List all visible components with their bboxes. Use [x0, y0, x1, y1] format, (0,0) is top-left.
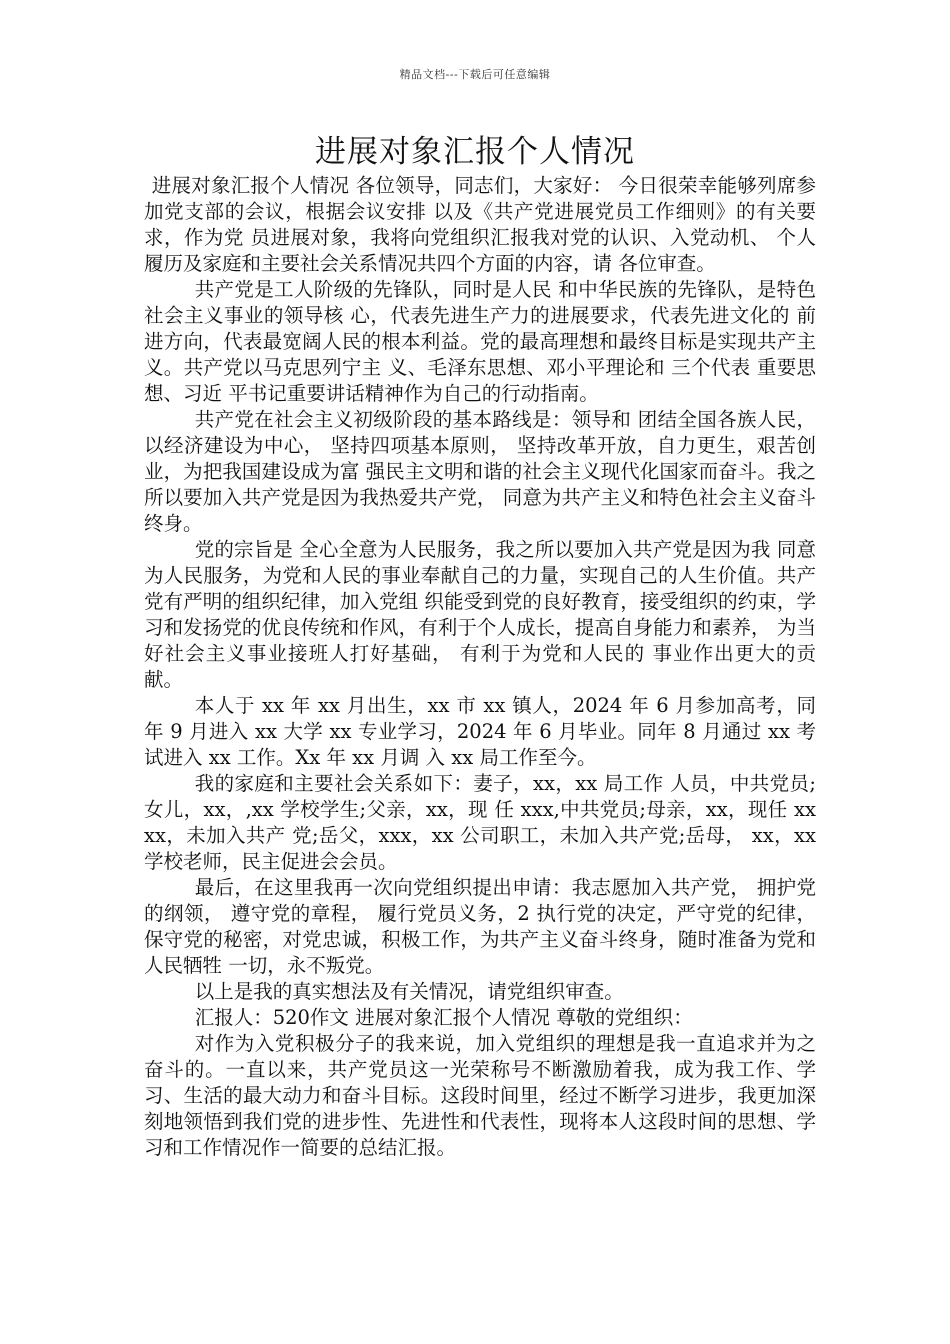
paragraph-intro: 进展对象汇报个人情况 各位领导，同志们，大家好： 今日很荣幸能够列席参加党支部的会议，根据会议安排 以及《共产党进展党员工作细则》的有关要求，作为党 员进展对象，我将向党组织汇报我对党的认识、入党动机、 个人履历及家庭和主要社会关系情况共四个方面的内容，请 各位审查。: [144, 174, 816, 275]
paragraph-party-purpose: 党的宗旨是 全心全意为人民服务，我之所以要加入共产党是因为我 同意为人民服务，为党和人民的事业奉献自己的力量，实现自己的人生价值。共产党有严明的组织纪律，加入党组 织能受到党的良好教育，接受组织的约束，学习和发扬党的优良传统和作风，有利于个人成长，提高自身能力和素养， 为当好社会主义事业接班人打好基础， 有利于为党和人民的 事业作出更大的贡献。: [144, 538, 816, 691]
paragraph-second-report: 对作为入党积极分子的我来说，加入党组织的理想是我一直追求并为之奋斗的。一直以来，共产党员这一光荣称号不断激励着我，成为我工作、学习、生活的最大动力和奋斗目标。这段时间里，经过不断学习进步，我更加深刻地领悟到我们党的进步性、先进性和代表性，现将本人这段时间的思想、学习和工作情况作一简要的总结汇报。: [144, 1032, 816, 1159]
paragraph-family-relations: 我的家庭和主要社会关系如下：妻子，xx，xx 局工作 人员，中共党员;女儿，xx，,xx 学校学生;父亲，xx，现 任 xxx,中共党员;母亲，xx，现任 xxxx，未加入共产 党;岳父，xxx，xx 公司职工，未加入共产党;岳母， xx，xx 学校老师，民主促进会会员。: [144, 772, 816, 873]
paragraph-closing: 以上是我的真实想法及有关情况，请党组织审查。: [194, 980, 624, 1003]
paragraph-personal-history: 本人于 xx 年 xx 月出生，xx 市 xx 镇人，2024 年 6 月参加高考，同年 9 月进入 xx 大学 xx 专业学习，2024 年 6 月毕业。同年 8 月通过 xx 考试进入 xx 工作。Xx 年 xx 月调 入 xx 局工作至今。: [144, 694, 816, 769]
paragraph-basic-line: 共产党在社会主义初级阶段的基本路线是：领导和 团结全国各族人民， 以经济建设为中心， 坚持四项基本原则， 坚持改革开放，自力更生，艰苦创业，为把我国建设成为富 强民主文明和谐的社会主义现代化国家而奋斗。我之所以要加入共产党是因为我热爱共产党， 同意为共产主义和特色社会主义奋斗终身。: [144, 408, 816, 535]
document-body: [144, 173, 816, 1161]
paragraph-application: 最后，在这里我再一次向党组织提出申请：我志愿加入共产党， 拥护党的纲领， 遵守党的章程， 履行党员义务，2 执行党的决定，严守党的纪律，保守党的秘密，对党忠诚，积极工作，为共产主义奋斗终身，随时准备为党和人民牺牲 一切，永不叛党。: [144, 876, 816, 977]
paragraph-reporter: 汇报人：520作文 进展对象汇报个人情况 尊敬的党组织：: [194, 1006, 693, 1029]
paragraph-party-nature: 共产党是工人阶级的先锋队，同时是人民 和中华民族的先锋队，是特色社会主义事业的领导核 心，代表先进生产力的进展要求，代表先进文化的 前进方向，代表最宽阔人民的根本利益。党的最高理想和最终目标是实现共产主义。共产党以马克思列宁主 义、毛泽东思想、邓小平理论和 三个代表 重要思想、习近 平书记重要讲话精神作为自己的行动指南。: [144, 278, 816, 405]
document-title: 进展对象汇报个人情况: [315, 134, 635, 170]
page-header-note: 精品文档---下载后可任意编辑: [399, 68, 551, 81]
